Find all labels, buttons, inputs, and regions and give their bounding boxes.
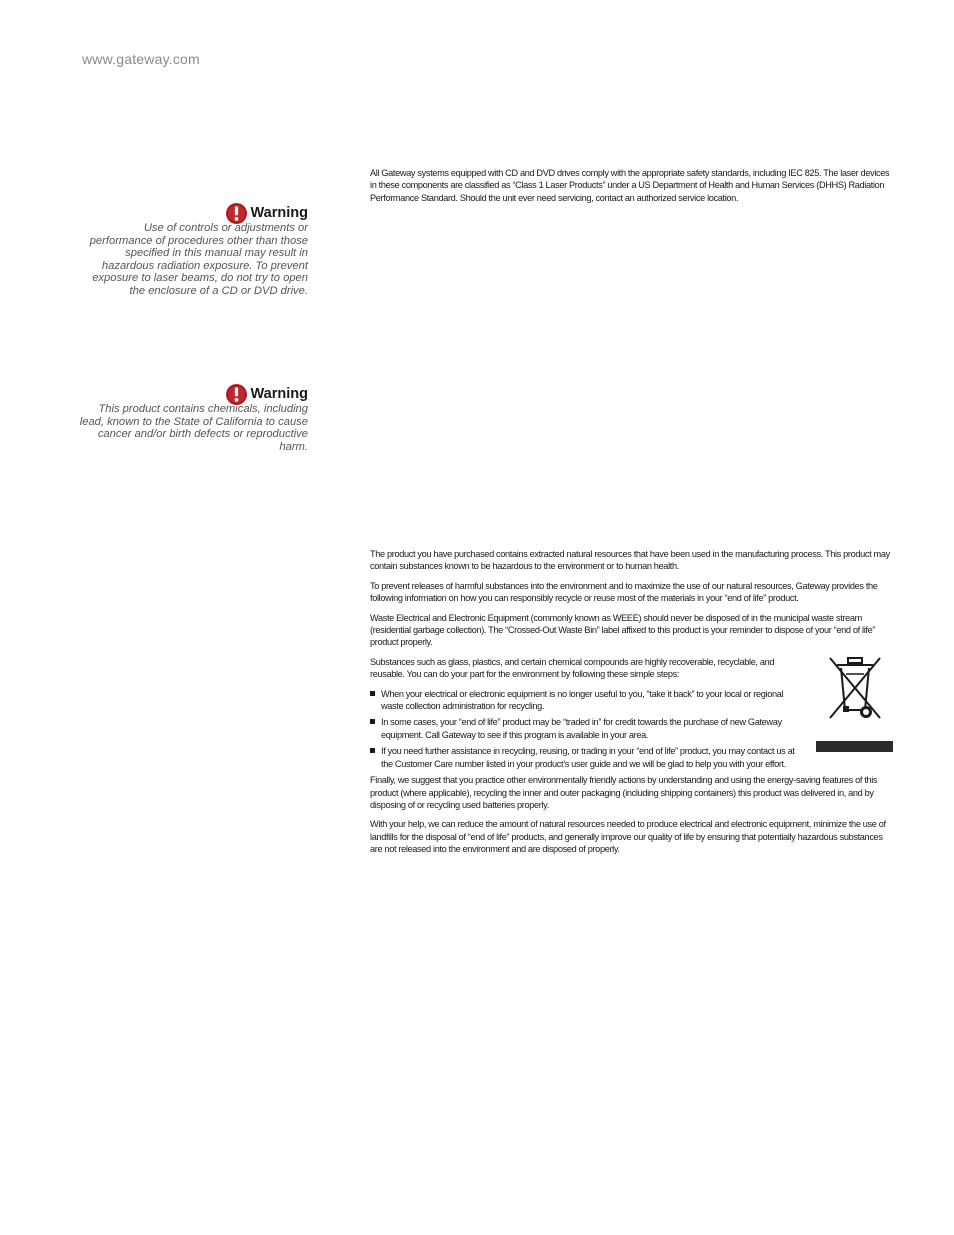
laser-paragraph: All Gateway systems equipped with CD and DVD drives comply with the appropriate safety standards, including IEC 825. The laser devices in these components are classified as “Class 1 Laser Products” under a US Department of Health and Human Services (DHHS) Radiation Performance Standard. Should the unit ever need servicing, contact an authorized service location. [370,168,890,203]
warning-text: This product contains chemicals, including lead, known to the State of California to cause cancer and/or birth defects or reproductive harm. [79,403,308,453]
list-item: When your electrical or electronic equipment is no longer useful to you, “take it back” to your local or regional waste collection administration for recycling. [370,688,800,713]
warning-text: Use of controls or adjustments or performance of procedures other than those specified in this manual may result in hazardous radiation exposure. To prevent exposure to laser beams, do not try to open the enclosure of a CD or DVD drive. [89,222,308,297]
waste-bin-label-bar [816,741,893,752]
crossed-out-waste-bin-icon [824,654,886,724]
environment-section [370,548,894,863]
env-paragraph-3: Waste Electrical and Electronic Equipment (commonly known as WEEE) should never be disposed of in the municipal waste stream (residential garbage collection). The “Crossed-Out Waste Bin” label affixed to this product is your reminder to dispose of your “end of life” product properly. [370,612,876,648]
warning-title: Warning [250,205,308,221]
list-item: If you need further assistance in recycling, reusing, or trading in your “end of life” product, you may contact us at the Customer Care number listed in your product’s user guide and we will be glad to help you with your effort. [370,745,800,770]
env-steps-list [370,688,800,770]
warning-chemicals [78,382,308,453]
warning-title: Warning [250,386,308,402]
list-item: In some cases, your “end of life” product may be “traded in” for credit towards the purchase of new Gateway equipment. Call Gateway to see if this program is available in your area. [370,716,800,741]
header-url: www.gateway.com [82,51,200,67]
env-paragraph-1: The product you have purchased contains extracted natural resources that have been used in the manufacturing process. This product may contain substances known to be hazardous to the environment or to human health. [370,549,890,572]
warning-laser [78,201,308,298]
env-paragraph-5: Finally, we suggest that you practice other environmentally friendly actions by understanding and using the energy-saving features of this product (where applicable), recycling the inner and outer packaging (including shipping containers) this product was delivered in, and by disposing of or recycling used batteries properly. [370,775,878,810]
laser-section [370,167,894,211]
env-paragraph-2: To prevent releases of harmful substances into the environment and to maximize the use of our natural resources, Gateway provides the following information on how you can responsibly recycle or reuse most of the materials in your “end of life” product. [370,580,878,604]
env-paragraph-6: With your help, we can reduce the amount of natural resources needed to produce electrical and electronic equipment, minimize the use of landfills for the disposal of “end of life” products, and generally improve our quality of life by ensuring that potentially hazardous substances are not released into the environment and are disposed of properly. [370,819,886,855]
env-paragraph-4: Substances such as glass, plastics, and certain chemical compounds are highly recoverable, recyclable, and reusable. You can do your part for the environment by following these simple steps: [370,656,775,680]
